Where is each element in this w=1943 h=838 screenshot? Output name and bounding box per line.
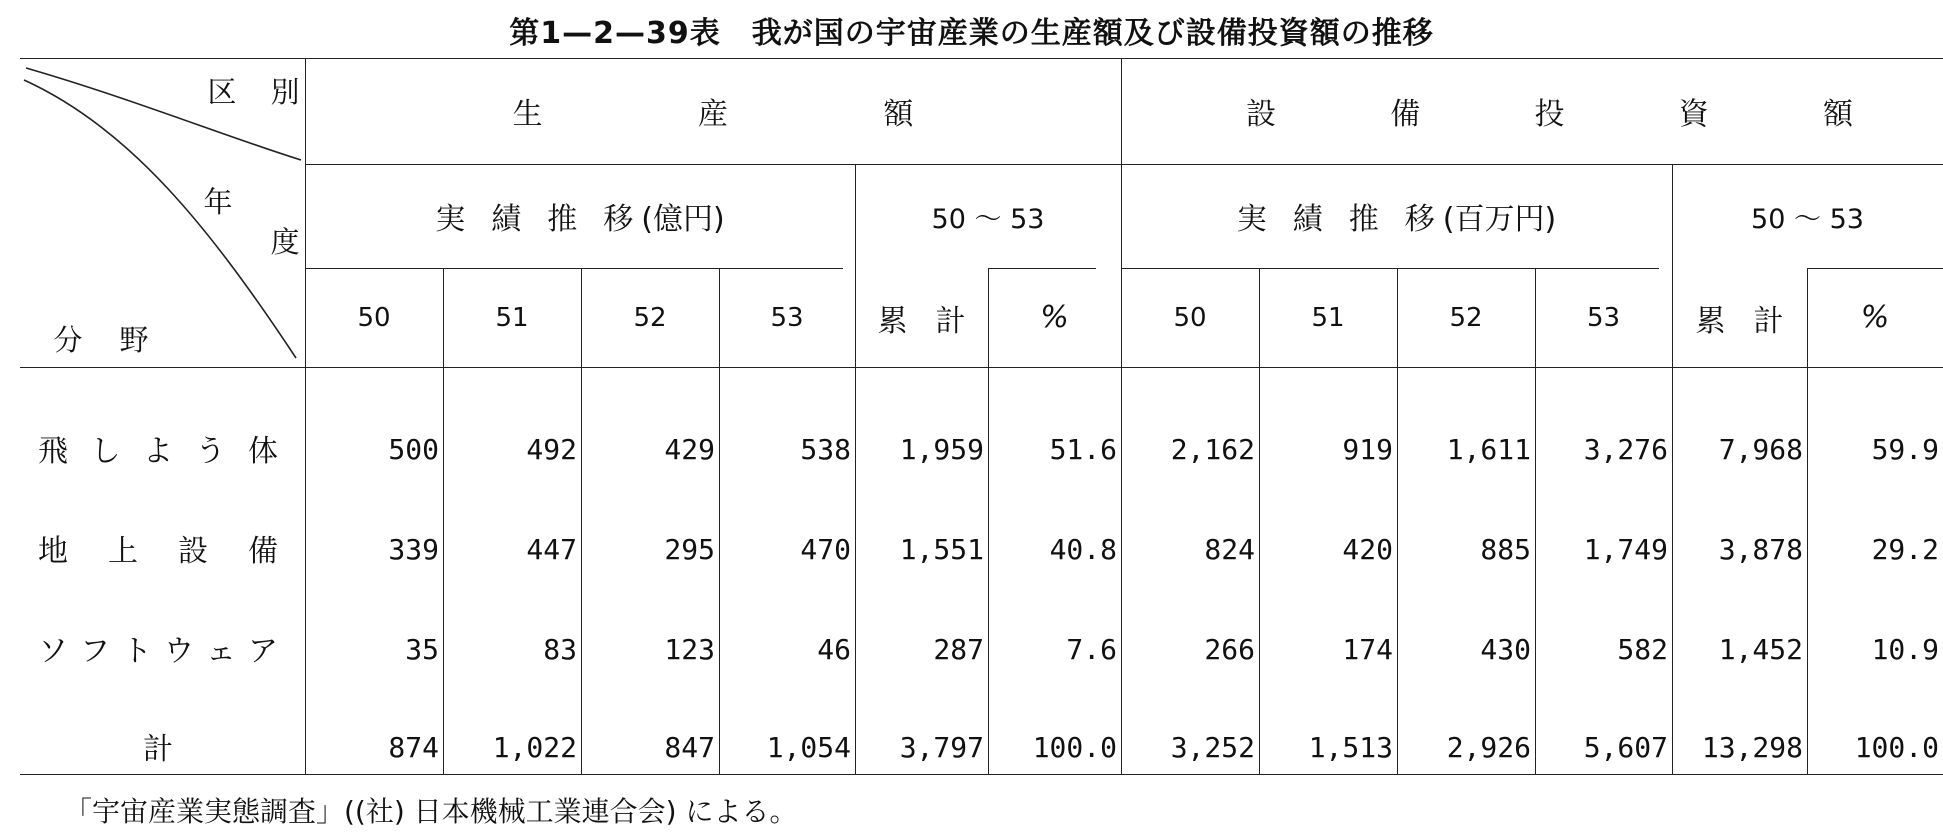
table-cell: 824: [1204, 533, 1255, 566]
col-header-p53: 53: [770, 302, 804, 333]
table-cell: 5,607: [1583, 731, 1668, 764]
table-cell: 266: [1204, 633, 1255, 666]
col-header-ppct: %: [1040, 300, 1069, 335]
row-label-char: ェ: [206, 634, 236, 669]
col-header-i51: 51: [1311, 302, 1345, 333]
table-cell: 1,611: [1446, 433, 1531, 466]
source-note: 「宇宙産業実態調査」((社) 日本機械工業連合会) による。: [64, 795, 798, 828]
table-cell: 447: [526, 533, 577, 566]
col-header-p51: 51: [495, 302, 529, 333]
row-label-char: 飛: [38, 434, 68, 469]
group-investment-char: 資: [1678, 97, 1709, 132]
group-production: [305, 58, 1121, 164]
corner-kubun-2: 別: [270, 74, 300, 109]
table-cell: 123: [664, 633, 715, 666]
row-label-char: 体: [248, 434, 278, 469]
row-label: [38, 721, 278, 771]
row-label: [38, 423, 278, 473]
table-cell: 287: [933, 633, 984, 666]
table-cell: 46: [817, 633, 851, 666]
group-investment-char: 投: [1534, 97, 1565, 132]
row-label: [38, 623, 278, 673]
group-investment-char: 設: [1246, 97, 1276, 132]
production-trend-char: 実: [435, 202, 466, 237]
table-cell: 40.8: [1049, 533, 1117, 566]
row-label-char: ア: [248, 634, 278, 669]
col-header-icum-char: 計: [1753, 303, 1784, 339]
row-label-char: ウ: [164, 634, 194, 669]
investment-trend-char: 移: [1404, 202, 1435, 237]
production-range-header: 50 ～ 53: [931, 203, 1045, 235]
table-cell: 430: [1480, 633, 1531, 666]
table-cell: 51.6: [1049, 433, 1117, 466]
table-cell: 3,276: [1583, 433, 1668, 466]
table-cell: 420: [1342, 533, 1393, 566]
table-cell: 874: [388, 731, 439, 764]
table-cell: 1,054: [766, 731, 851, 764]
group-investment-char: 額: [1823, 97, 1853, 132]
table-cell: 3,797: [899, 731, 984, 764]
group-production-char: 産: [697, 97, 728, 132]
investment-trend-header: [1121, 164, 1672, 268]
table-cell: 1,513: [1308, 731, 1393, 764]
table-cell: 1,551: [899, 533, 984, 566]
table-cell: 100.0: [1854, 731, 1939, 764]
col-header-i53: 53: [1586, 302, 1621, 333]
table-cell: 29.2: [1871, 533, 1939, 566]
row-label-char: し: [90, 434, 121, 469]
production-trend-unit: (億円): [641, 202, 725, 237]
table-cell: 7.6: [1066, 633, 1117, 666]
rule-header-bottom: [20, 367, 1943, 368]
group-investment-char: 備: [1390, 97, 1421, 132]
corner-nendo-1: 年: [203, 184, 233, 219]
col-header-icum-char: 累: [1695, 303, 1726, 339]
group-production-char: 生: [512, 97, 543, 132]
row-label-char: 設: [178, 534, 208, 569]
col-header-i52: 52: [1449, 302, 1483, 333]
table-cell: 470: [800, 533, 851, 566]
col-header-icum: [1672, 268, 1807, 367]
col-header-i50: 50: [1173, 302, 1207, 333]
investment-trend-unit: (百万円): [1442, 202, 1557, 237]
table-cell: 1,749: [1583, 533, 1668, 566]
table-cell: 7,968: [1718, 433, 1803, 466]
investment-trend-char: 推: [1348, 202, 1379, 237]
corner-bunya-2: 野: [119, 322, 149, 357]
table-cell: 100.0: [1032, 731, 1117, 764]
table-cell: 500: [388, 433, 439, 466]
col-header-pcum-char: 計: [935, 303, 966, 339]
group-investment: [1121, 58, 1943, 164]
table-cell: 2,162: [1170, 433, 1255, 466]
row-label-char: 計: [143, 732, 173, 767]
table-cell: 35: [405, 633, 439, 666]
investment-trend-char: 績: [1292, 202, 1323, 237]
row-label-char: ト: [122, 634, 152, 669]
col-header-ipct: %: [1860, 300, 1890, 335]
table-cell: 295: [664, 533, 715, 566]
col-header-pcum: [855, 268, 988, 367]
row-label: [38, 523, 278, 573]
production-trend-char: 績: [491, 202, 522, 237]
table-cell: 538: [800, 433, 851, 466]
table-cell: 3,252: [1170, 731, 1255, 764]
col-header-pcum-char: 累: [877, 303, 908, 339]
production-trend-char: 推: [547, 202, 578, 237]
table-cell: 2,926: [1446, 731, 1531, 764]
row-label-char: 備: [248, 534, 278, 569]
col-header-p52: 52: [633, 302, 667, 333]
table-cell: 13,298: [1701, 731, 1803, 764]
corner-bunya-1: 分: [53, 322, 83, 357]
table-cell: 1,022: [492, 731, 577, 764]
table-cell: 3,878: [1718, 533, 1803, 566]
row-label-char: ソ: [38, 634, 68, 669]
table-cell: 429: [664, 433, 715, 466]
col-header-p50: 50: [357, 302, 391, 333]
table-cell: 1,452: [1718, 633, 1803, 666]
row-label-char: よ: [143, 434, 173, 469]
table-cell: 339: [388, 533, 439, 566]
investment-range-header: 50 ～ 53: [1751, 203, 1864, 235]
table-cell: 582: [1617, 633, 1668, 666]
table-title: 第1—2—39表 我が国の宇宙産業の生産額及び設備投資額の推移: [509, 16, 1434, 51]
table-cell: 83: [543, 633, 577, 666]
corner-kubun-1: 区: [207, 74, 237, 109]
corner-nendo-2: 度: [270, 224, 300, 259]
row-label-char: 地: [38, 534, 68, 569]
production-trend-char: 移: [603, 202, 634, 237]
row-label-char: 上: [108, 534, 138, 569]
rule-bottom: [20, 774, 1943, 775]
table-cell: 885: [1480, 533, 1531, 566]
table-cell: 10.9: [1871, 633, 1939, 666]
production-investment-table: [20, 58, 1943, 774]
table-cell: 847: [664, 731, 715, 764]
table-cell: 59.9: [1871, 433, 1939, 466]
row-label-char: う: [195, 434, 226, 469]
table-cell: 919: [1342, 433, 1393, 466]
production-trend-header: [305, 164, 855, 268]
table-cell: 492: [526, 433, 577, 466]
group-production-char: 額: [883, 97, 914, 132]
investment-trend-char: 実: [1236, 202, 1267, 237]
table-cell: 174: [1342, 633, 1393, 666]
row-label-char: フ: [80, 634, 110, 669]
table-cell: 1,959: [899, 433, 984, 466]
